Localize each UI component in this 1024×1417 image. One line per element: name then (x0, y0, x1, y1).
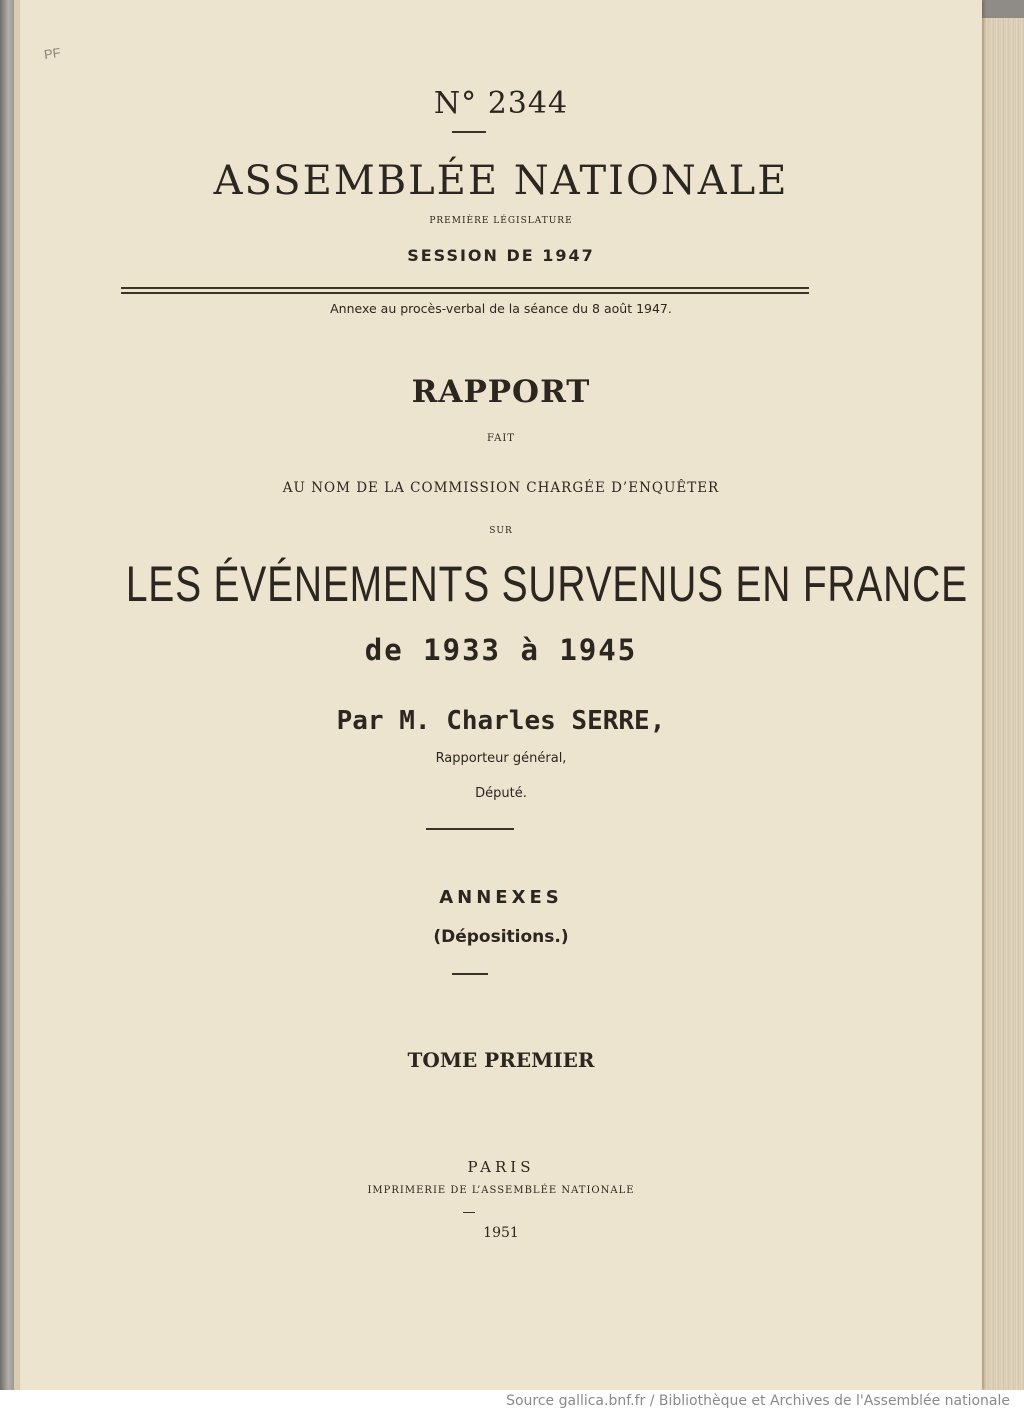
author-role-2: Député. (475, 786, 527, 801)
double-rule-bottom (121, 292, 809, 294)
margin-note: PF (43, 44, 62, 63)
imprint-printer: IMPRIMERIE DE L’ASSEMBLÉE NATIONALE (367, 1185, 635, 1196)
commission-line: AU NOM DE LA COMMISSION CHARGÉE D’ENQUÊTER (282, 480, 720, 496)
sur-label: SUR (489, 526, 513, 536)
fait-label: FAIT (487, 433, 515, 444)
subject-heading: LES ÉVÉNEMENTS SURVENUS EN FRANCE (125, 556, 968, 612)
imprint-city: PARIS (467, 1158, 535, 1176)
assembly-title: ASSEMBLÉE NATIONALE (213, 158, 789, 204)
divider-rule (463, 1212, 475, 1213)
imprint-year: 1951 (483, 1225, 519, 1241)
session-label: SESSION DE 1947 (407, 246, 595, 265)
author-role-1: Rapporteur général, (435, 751, 567, 766)
author-line: Par M. Charles SERRE, (336, 706, 666, 736)
report-title: RAPPORT (411, 374, 591, 410)
annexes-heading: ANNEXES (439, 887, 563, 908)
divider-rule (452, 973, 488, 975)
years-heading: de 1933 à 1945 (364, 633, 638, 667)
double-rule-top (121, 287, 809, 289)
divider-rule (452, 131, 486, 133)
annexe-note: Annexe au procès-verbal de la séance du 8 août 1947. (330, 301, 672, 316)
legislature-label: PREMIÈRE LÉGISLATURE (429, 216, 573, 226)
title-page (20, 0, 982, 1390)
tome-label: TOME PREMIER (407, 1048, 595, 1072)
book-binding (0, 0, 14, 1390)
divider-rule (426, 828, 514, 830)
document-number: N° 2344 (433, 86, 569, 121)
source-credit: Source gallica.bnf.fr / Bibliothèque et Archives de l'Assemblée nationale (506, 1393, 1010, 1409)
depositions-label: (Dépositions.) (433, 927, 569, 947)
page-block-edges (975, 18, 1024, 1390)
